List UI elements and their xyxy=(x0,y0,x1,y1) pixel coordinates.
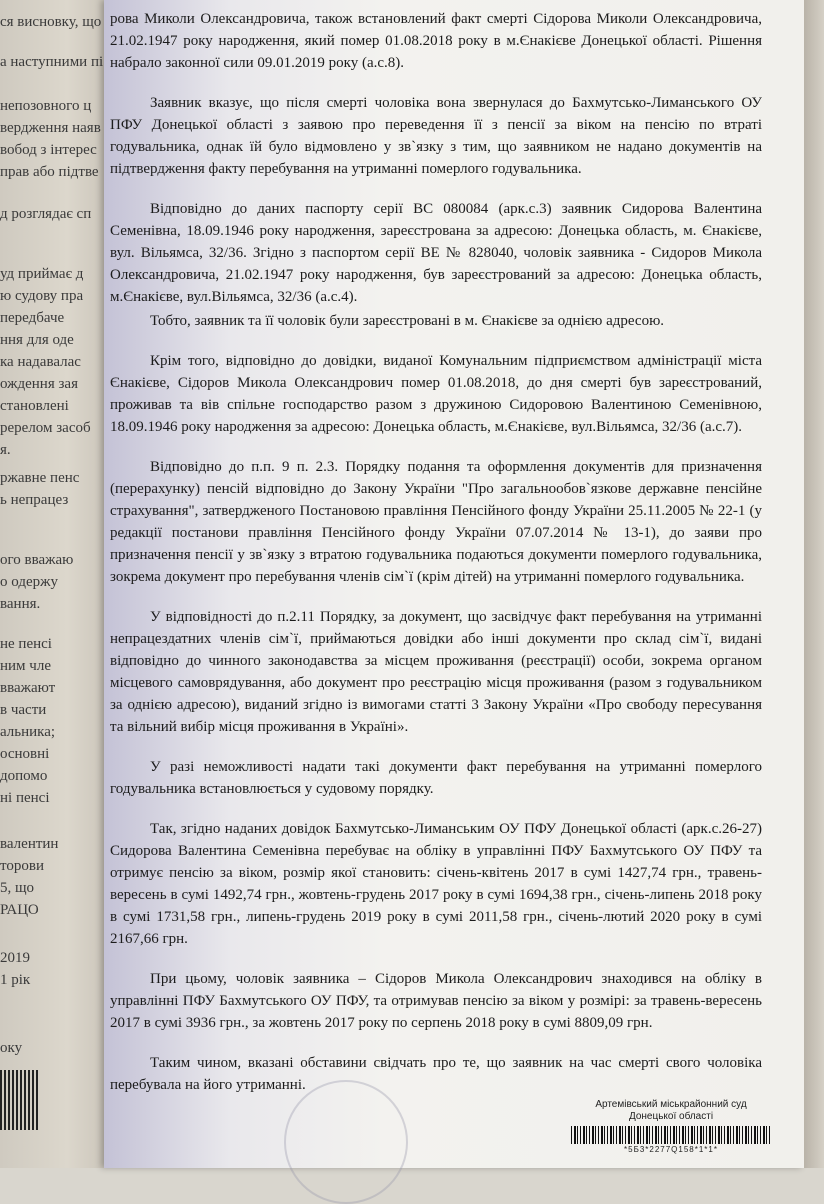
left-fragment: ння для оде xyxy=(0,332,74,348)
left-fragment: вобод з інтерес xyxy=(0,142,97,158)
left-fragment: ререлом засоб xyxy=(0,420,91,436)
left-fragment: ождення зая xyxy=(0,376,78,392)
court-footer xyxy=(566,1099,776,1154)
paragraph: Заявник вказує, що після смерті чоловіка вона звернулася до Бахмутсько-Лиманського ОУ ПФУ Донецької області з заявою про переведення її з пенсії за віком на пенсію по втраті годувальника, однак їй було відмовлено у зв`язку з тим, що заявником не надано документів на підтвердження факту перебування на утриманні померлого годувальника. xyxy=(110,95,762,177)
paragraph: Тобто, заявник та її чоловік були зареєстровані в м. Єнакієве за однією адресою. xyxy=(150,313,665,329)
barcode-number: *5Б3*2277Q158*1*1* xyxy=(624,1145,718,1154)
left-fragment: РАЦО xyxy=(0,902,39,918)
paragraph: У разі неможливості надати такі документи факт перебування на утриманні померлого годувальника встановлюється у судовому порядку. xyxy=(110,759,762,797)
left-fragment: вважают xyxy=(0,680,56,696)
paragraph: Відповідно до даних паспорту серії ВС 080084 (арк.с.3) заявник Сидорова Валентина Семенівна, 18.09.1946 року народження, зареєстрована за адресою: Донецька область, м. Єнакієве, вул. Вільямса, 32/36. Згідно з паспортом серії ВЕ № 828040, чоловік заявника - Сидоров Микола Олександровича, 21.02.1947 року народження, був зареєстрований за адресою: Донецька область, м.Єнакієве, вул.Вільямса, 32/36 (а.с.4). xyxy=(110,201,762,305)
left-fragment: ся висновку, що xyxy=(0,14,102,30)
paragraph: Відповідно до п.п. 9 п. 2.3. Порядку подання та оформлення документів для призначення (перерахунку) пенсій відповідно до Закону України "Про загальнообов`язкове державне пенсійне страхування", затвердженого Постановою правління Пенсійного фонду України 25.11.2005 № 22-1 (у редакції постанови правління Пенсійного фонду України 07.07.2014 № 13-1), до заяви про призначення пенсії у зв`язку з втратою годувальника подаються документи померлого годувальника, зокрема документ про перебування членів сім`ї (крім дітей) на утриманні померлого годувальника. xyxy=(110,459,762,585)
left-fragment: уд приймає д xyxy=(0,266,84,282)
left-fragment: 1 рік xyxy=(0,972,31,988)
left-fragment: валентин xyxy=(0,836,59,852)
previous-page-strip xyxy=(0,0,112,1168)
paragraph: Так, згідно наданих довідок Бахмутсько-Лиманським ОУ ПФУ Донецької області (арк.с.26-27) Сидорова Валентина Семенівна перебуває на обліку в управлінні ПФУ Бахмутського ОУ ПФУ та отримує пенсію за віком, розмір якої становить: січень-квітень 2017 в сумі 1427,74 грн., травень-вересень в сумі 1492,74 грн., жовтень-грудень 2017 року в сумі 1694,38 грн., січень-липень 2018 року в сумі 1731,58 грн., липень-грудень 2019 року в сумі 2011,58 грн., січень-лютий 2020 року в сумі 2167,66 грн. xyxy=(110,821,762,947)
paragraph: рова Миколи Олександровича, також встановлений факт смерті Сідорова Миколи Олександровича, 21.02.1947 року народження, який помер 01.08.2018 року в м.Єнакієве Донецької області. Рішення набрало законної сили 09.01.2019 року (а.с.8). xyxy=(110,11,762,71)
partial-barcode xyxy=(0,1070,40,1130)
left-fragment: вердження наяв xyxy=(0,120,101,136)
left-fragment: я. xyxy=(0,442,11,458)
paragraph: При цьому, чоловік заявника – Сідоров Микола Олександрович знаходився на обліку в управлінні ПФУ Бахмутського ОУ ПФУ, та отримував пенсію за віком у розмірі: за травень-вересень 2017 в сумі 3936 грн., за жовтень 2017 року по серпень 2018 року в сумі 8809,09 грн. xyxy=(110,971,762,1031)
left-fragment: становлені xyxy=(0,398,69,414)
left-fragment: ь непрацез xyxy=(0,492,69,508)
left-fragment: о одержу xyxy=(0,574,58,590)
left-fragment: основні xyxy=(0,746,50,762)
paragraph: Крім того, відповідно до довідки, виданої Комунальним підприємством адміністрації міста Єнакієве, Сідоров Микола Олександрович помер 01.08.2018, до дня смерті був зареєстрований, проживав та вів спільне господарство разом з дружиною Сидоровою Валентиною Семенівною, 18.09.1946 року народження за адресою: Донецька область, м.Єнакієве, вул.Вільямса, 32/36 (а.с.7). xyxy=(110,353,762,435)
faded-seal xyxy=(284,1080,408,1204)
left-fragment: ржавне пенс xyxy=(0,470,80,486)
left-fragment: 5, що xyxy=(0,880,35,896)
left-fragment: 2019 xyxy=(0,950,30,966)
left-fragment: альника; xyxy=(0,724,56,740)
left-fragment: ка надавалас xyxy=(0,354,81,370)
court-name: Артемівський міськрайонний суд xyxy=(595,1099,747,1110)
left-fragment: вання. xyxy=(0,596,41,612)
left-fragment: допомо xyxy=(0,768,48,784)
left-fragment: а наступними пі xyxy=(0,54,104,70)
left-fragment: д розглядає сп xyxy=(0,206,92,222)
paragraph: У відповідності до п.2.11 Порядку, за документ, що засвідчує факт перебування на утриманні непрацездатних членів сім`ї, приймаються довідки або інші документи про склад сім`ї, видані відповідно до чинного законодавства за місцем проживання (реєстрації) особи, зокрема органом місцевого самоврядування, або документ про реєстрацію місця проживання (разом з годувальником за однією адресою), виданий згідно із вимогами статті 3 Закону України «Про свободу пересування та вільний вибір місця проживання в Україні». xyxy=(110,609,762,735)
left-fragment: ю судову пра xyxy=(0,288,84,304)
left-fragment: передбаче xyxy=(0,310,65,326)
left-fragment: непозовного ц xyxy=(0,98,92,114)
paragraph: Таким чином, вказані обставини свідчать про те, що заявник на час смерті свого чоловіка перебувала на його утриманні. xyxy=(110,1055,762,1093)
barcode xyxy=(571,1126,771,1144)
left-fragment: прав або підтве xyxy=(0,164,99,180)
document-body xyxy=(110,8,762,1114)
left-fragment: в части xyxy=(0,702,47,718)
court-region: Донецької області xyxy=(628,1111,714,1122)
page-edge xyxy=(804,0,824,1168)
left-fragment: ні пенсі xyxy=(0,790,50,806)
left-fragment: ним чле xyxy=(0,658,51,674)
document-page xyxy=(104,0,804,1168)
left-fragment: торови xyxy=(0,858,44,874)
left-fragment: оку xyxy=(0,1040,23,1056)
left-fragment: ого вважаю xyxy=(0,552,74,568)
left-fragment: не пенсі xyxy=(0,636,52,652)
